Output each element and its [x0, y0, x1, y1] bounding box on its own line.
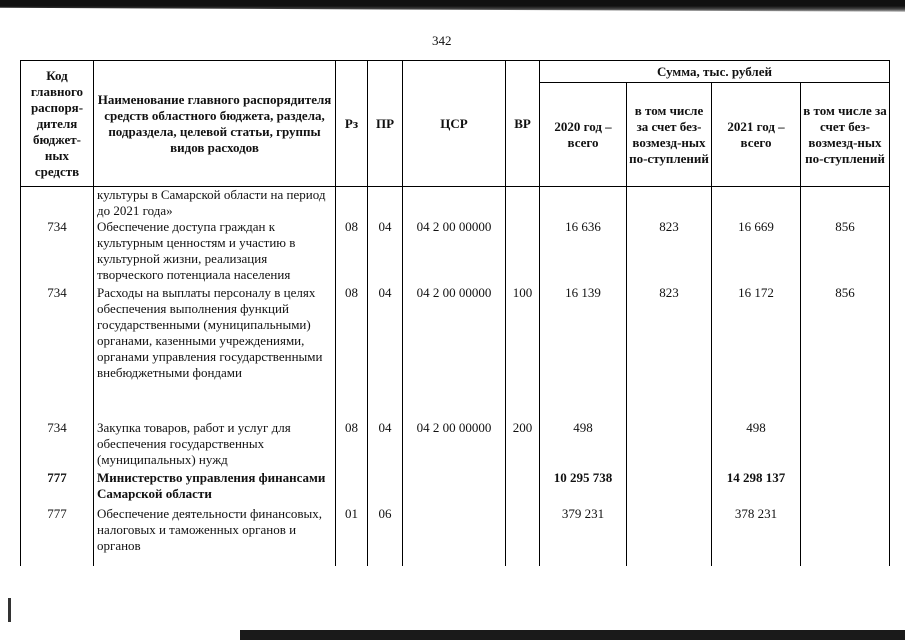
page-number: 342 [432, 33, 452, 48]
cell-pr [368, 470, 403, 504]
cell-code: 734 [21, 219, 94, 283]
cell-rz: 01 [336, 504, 368, 566]
scan-mark-left [8, 598, 11, 622]
table-row [21, 219, 890, 283]
cell-2020-total: 10 295 738 [540, 470, 627, 504]
cell-vr [506, 219, 540, 283]
cell-2020-total: 16 139 [540, 283, 627, 420]
cell-code: 734 [21, 283, 94, 420]
table-row [21, 504, 890, 566]
scan-edge-top [0, 0, 905, 13]
cell-pr: 04 [368, 283, 403, 420]
cell-2021-total: 16 669 [712, 219, 801, 283]
cell-2020-total [540, 187, 627, 220]
cell-pr: 06 [368, 504, 403, 566]
budget-table [20, 60, 890, 566]
cell-2020-gratuitous [627, 470, 712, 504]
cell-name: Министерство управления финансами Самарской области [94, 470, 336, 504]
header-2020-total: 2020 год – всего [540, 83, 627, 187]
table-row [21, 420, 890, 470]
cell-vr [506, 470, 540, 504]
cell-csr [403, 187, 506, 220]
cell-pr: 04 [368, 420, 403, 470]
cell-2021-total [712, 187, 801, 220]
cell-name: Обеспечение деятельности финансовых, налоговых и таможенных органов и органов [94, 504, 336, 566]
cell-rz: 08 [336, 420, 368, 470]
header-2021-gratuitous: в том числе за счет без-возмезд-ных по-ступлений [801, 83, 890, 187]
cell-2020-gratuitous: 823 [627, 283, 712, 420]
header-rz: Рз [336, 61, 368, 187]
cell-code: 777 [21, 504, 94, 566]
cell-vr [506, 187, 540, 220]
cell-name: культуры в Самарской области на период до 2021 года» [94, 187, 336, 220]
cell-vr: 200 [506, 420, 540, 470]
table-row [21, 283, 890, 420]
cell-name: Расходы на выплаты персоналу в целях обеспечения выполнения функций государственными (муниципальными) органами, казенными учреждениями, органами управления государственными внебюджетными фондами [94, 283, 336, 420]
cell-2020-gratuitous [627, 187, 712, 220]
cell-code: 734 [21, 420, 94, 470]
table-row [21, 187, 890, 220]
cell-2021-total: 378 231 [712, 504, 801, 566]
header-2020-gratuitous: в том числе за счет без-возмезд-ных по-ступлений [627, 83, 712, 187]
cell-2020-total: 498 [540, 420, 627, 470]
cell-code: 777 [21, 470, 94, 504]
cell-name: Закупка товаров, работ и услуг для обеспечения государственных (муниципальных) нужд [94, 420, 336, 470]
header-pr: ПР [368, 61, 403, 187]
cell-csr [403, 470, 506, 504]
cell-vr [506, 504, 540, 566]
scan-edge-bottom [240, 630, 905, 640]
cell-2020-gratuitous: 823 [627, 219, 712, 283]
header-vr: ВР [506, 61, 540, 187]
cell-2021-gratuitous [801, 187, 890, 220]
cell-csr: 04 2 00 00000 [403, 283, 506, 420]
cell-2020-total: 16 636 [540, 219, 627, 283]
cell-2021-gratuitous: 856 [801, 219, 890, 283]
header-code: Код главного распоря-дителя бюджет-ных средств [21, 61, 94, 187]
cell-rz [336, 187, 368, 220]
table-row [21, 470, 890, 504]
cell-pr: 04 [368, 219, 403, 283]
cell-rz: 08 [336, 283, 368, 420]
cell-2021-gratuitous [801, 420, 890, 470]
cell-2020-gratuitous [627, 420, 712, 470]
cell-vr: 100 [506, 283, 540, 420]
cell-name: Обеспечение доступа граждан к культурным ценностям и участию в культурной жизни, реализация творческого потенциала населения [94, 219, 336, 283]
cell-2021-total: 498 [712, 420, 801, 470]
cell-2020-total: 379 231 [540, 504, 627, 566]
header-name: Наименование главного распорядителя средств областного бюджета, раздела, подраздела, целевой статьи, группы видов расходов [94, 61, 336, 187]
cell-2021-total: 16 172 [712, 283, 801, 420]
cell-csr: 04 2 00 00000 [403, 420, 506, 470]
header-2021-total: 2021 год – всего [712, 83, 801, 187]
cell-2020-gratuitous [627, 504, 712, 566]
cell-2021-total: 14 298 137 [712, 470, 801, 504]
cell-csr: 04 2 00 00000 [403, 219, 506, 283]
cell-2021-gratuitous [801, 470, 890, 504]
table-header [21, 61, 890, 187]
header-csr: ЦСР [403, 61, 506, 187]
cell-2021-gratuitous [801, 504, 890, 566]
cell-csr [403, 504, 506, 566]
cell-pr [368, 187, 403, 220]
table-body [21, 187, 890, 567]
cell-code [21, 187, 94, 220]
cell-rz: 08 [336, 219, 368, 283]
header-sum-group: Сумма, тыс. рублей [540, 61, 890, 83]
cell-rz [336, 470, 368, 504]
cell-2021-gratuitous: 856 [801, 283, 890, 420]
